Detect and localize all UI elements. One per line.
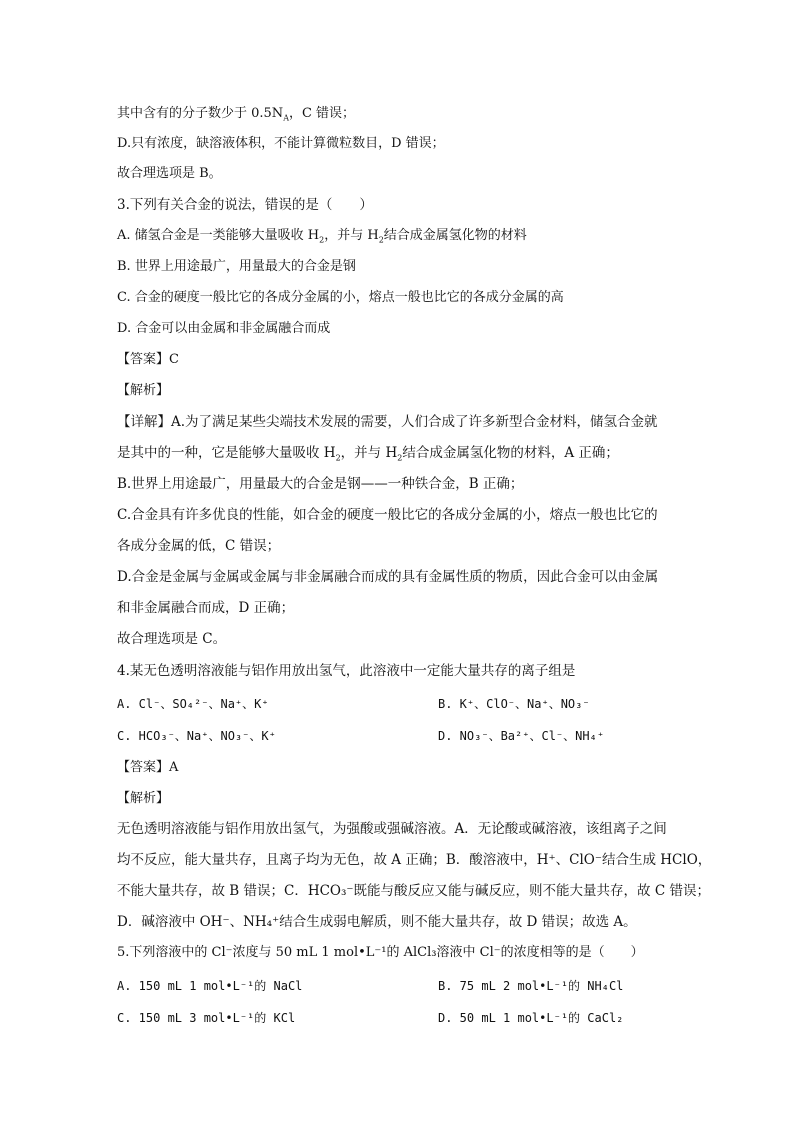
explanation-line: 各成分金属的低，C 错误； bbox=[117, 538, 281, 554]
text-fragment: 是其中的一种，它是能够大量吸收 H bbox=[117, 445, 336, 461]
explanation-line: 和非金属融合而成，D 正确； bbox=[117, 600, 295, 616]
question-3-option-d: D. 合金可以由金属和非金属融合而成 bbox=[117, 321, 331, 336]
explanation-line: D．碱溶液中 OH⁻、NH₄⁺结合生成弱电解质，则不能大量共存，故 D 错误；故选 A。 bbox=[117, 914, 637, 930]
subscript: 2 bbox=[378, 235, 384, 245]
question-3-option-b: B. 世界上用途最广，用量最大的合金是钢 bbox=[117, 259, 356, 274]
text-fragment: ，C 错误； bbox=[288, 106, 356, 121]
question-5-option-b: B. 75 mL 2 mol•L⁻¹的 NH₄Cl bbox=[438, 979, 624, 993]
question-4-option-b: B. K⁺、ClO⁻、Na⁺、NO₃⁻ bbox=[438, 697, 590, 711]
question-4-option-a: A. Cl⁻、SO₄²⁻、Na⁺、K⁺ bbox=[117, 697, 269, 711]
text-fragment: ，并与 H bbox=[340, 445, 398, 461]
explanation-line bbox=[117, 444, 619, 468]
subscript: 2 bbox=[397, 453, 403, 463]
explanation-line: D.合金是金属与金属或金属与非金属融合而成的具有金属性质的物质，因此合金可以由金属 bbox=[117, 569, 659, 585]
explanation-line: C.合金具有许多优良的性能，如合金的硬度一般比它的各成分金属的小，熔点一般也比它的 bbox=[117, 507, 658, 523]
explanation-line: 故合理选项是 C。 bbox=[117, 631, 227, 647]
explanation-line: 无色透明溶液能与铝作用放出氢气，为强酸或强碱溶液。A．无论酸或碱溶液，该组离子之间 bbox=[117, 821, 667, 837]
question-3-stem: 3.下列有关合金的说法，错误的是（ ） bbox=[117, 197, 373, 213]
text-line: 故合理选项是 B。 bbox=[117, 166, 222, 181]
text-fragment: 结合成金属氢化物的材料，A 正确； bbox=[402, 445, 619, 461]
text-fragment: 其中含有的分子数少于 0.5N bbox=[117, 106, 284, 121]
question-3-option-c: C. 合金的硬度一般比它的各成分金属的小，熔点一般也比它的各成分金属的高 bbox=[117, 290, 564, 305]
explanation-line: B.世界上用途最广，用量最大的合金是钢——一种铁合金，B 正确； bbox=[117, 476, 524, 492]
question-4-option-c: C. HCO₃⁻、Na⁺、NO₃⁻、K⁺ bbox=[117, 729, 276, 743]
text-line: D.只有浓度，缺溶液体积，不能计算微粒数目，D 错误； bbox=[117, 136, 445, 151]
subscript: 2 bbox=[319, 235, 325, 245]
question-5-option-a: A. 150 mL 1 mol•L⁻¹的 NaCl bbox=[117, 979, 303, 993]
answer-label: 【答案】C bbox=[117, 352, 179, 367]
text-fragment: 结合成金属氢化物的材料 bbox=[383, 228, 527, 243]
question-5-option-d: D. 50 mL 1 mol•L⁻¹的 CaCl₂ bbox=[438, 1011, 624, 1025]
text-line bbox=[117, 105, 355, 128]
text-fragment: ，并与 H bbox=[324, 228, 379, 243]
question-5-option-c: C. 150 mL 3 mol•L⁻¹的 KCl bbox=[117, 1011, 296, 1025]
analysis-label: 【解析】 bbox=[117, 791, 170, 806]
subscript: 2 bbox=[335, 453, 341, 463]
text-fragment: A. 储氢合金是一类能够大量吸收 H bbox=[117, 228, 320, 243]
explanation-line: 不能大量共存，故 B 错误；C．HCO₃⁻既能与酸反应又能与碱反应，则不能大量共存，故 C 错误； bbox=[117, 883, 710, 899]
subscript: A bbox=[283, 113, 289, 123]
answer-label: 【答案】A bbox=[117, 760, 179, 775]
question-5-stem: 5.下列溶液中的 Cl⁻浓度与 50 mL 1 mol•L⁻¹的 AlCl₃溶液中 Cl⁻的浓度相等的是（ ） bbox=[117, 945, 644, 960]
explanation-line: 【详解】A.为了满足某些尖端技术发展的需要，人们合成了许多新型合金材料，储氢合金就 bbox=[117, 414, 658, 430]
question-3-option-a bbox=[117, 227, 527, 250]
question-4-option-d: D. NO₃⁻、Ba²⁺、Cl⁻、NH₄⁺ bbox=[438, 729, 605, 743]
analysis-label: 【解析】 bbox=[117, 383, 170, 398]
question-4-stem: 4.某无色透明溶液能与铝作用放出氢气，此溶液中一定能大量共存的离子组是 bbox=[117, 663, 576, 679]
explanation-line: 均不反应，能大量共存，且离子均为无色，故 A 正确；B．酸溶液中，H⁺、ClO⁻结合生成 HClO， bbox=[117, 852, 712, 868]
